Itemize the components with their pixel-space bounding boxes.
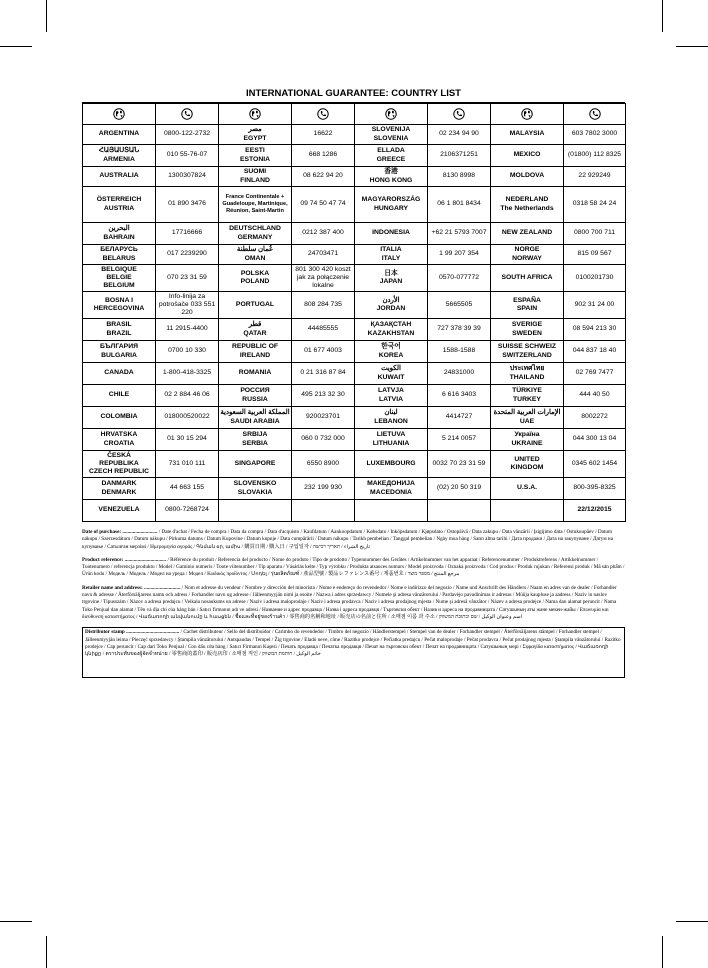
- phone-number: 16622: [292, 125, 355, 145]
- country-name: BELGIQUE BELGIE BELGIUM: [83, 265, 156, 292]
- phone-number: 727 378 39 39: [428, 319, 491, 341]
- phone-number: 0800-122-2732: [156, 125, 219, 145]
- phone-number: 0318 58 24 24: [564, 187, 626, 223]
- phone-number: 668 1286: [292, 145, 355, 167]
- country-name: Україна UKRAINE: [491, 429, 564, 451]
- purchase-note: Date of purchase: ........................... / Date d'achat / Fecha de compra / Data da compra / Data d'acquisto / Kaufdatum / Aankoopdatum / Købsdato / Inköpsdatum / Kjøpsdato / Ostopäivä / Data zakupu / Data vânzării / Įsigijimo data / Ostukuupäev / Datum nákupu / Szerzesdátum / Datum nákupu / Pirkuma datums / Datum Kupovine / Datum kupnje / Data cumpărării / Datum nákupu / Tarikh pembelian / Tanggal pembelian / Ngày mua hàng / Satın alma tarihi / Дата продажи / Дата на закупуване / Датум на купување / Сатылған мерзімі / Ημερομηνία αγοράς / Գնման օր, ամիս / 購買日期 / 購入日 / 구입일자 / تاريخ الشراء / תאריך רכישה: [82, 529, 613, 550]
- phone-number: 0345 602 1454: [564, 451, 626, 478]
- phone-number: 44485555: [292, 319, 355, 341]
- country-name: DEUTSCHLAND GERMANY: [219, 223, 292, 245]
- country-name: AUSTRALIA: [83, 167, 156, 187]
- country-name: قطر QATAR: [219, 319, 292, 341]
- phone-icon: [428, 104, 491, 125]
- country-name: MEXICO: [491, 145, 564, 167]
- phone-number: 060 0 732 000: [292, 429, 355, 451]
- country-name: France Continentale + Guadeloupe, Martinique, Réunion, Saint-Martin: [219, 187, 292, 223]
- phone-number: 02 234 94 90: [428, 125, 491, 145]
- phone-number: 01 30 15 294: [156, 429, 219, 451]
- table-row: [83, 478, 626, 500]
- phone-number: 01 890 3476: [156, 187, 219, 223]
- globe-icon: [355, 104, 428, 125]
- phone-number: 0800-7268724: [156, 500, 219, 522]
- table-row: [83, 363, 626, 385]
- phone-number: 801 300 420 koszt jak za połączenie lokalne: [292, 265, 355, 292]
- country-name: SINGAPORE: [219, 451, 292, 478]
- phone-number: 0032 70 23 31 59: [428, 451, 491, 478]
- country-name: SVERIGE SWEDEN: [491, 319, 564, 341]
- country-name: ROMANIA: [219, 363, 292, 385]
- country-name: БЪЛГАРИЯ BULGARIA: [83, 341, 156, 363]
- table-row: [83, 292, 626, 319]
- phone-number: 06 1 801 8434: [428, 187, 491, 223]
- phone-number: 01 677 4003: [292, 341, 355, 363]
- phone-number: 1-800-418-3325: [156, 363, 219, 385]
- distributor-stamp-box: Distributor stamp ......................................... / Cachet distributeur / Sello del distribuidor / Carimbo do revendedor / Timbro del negozio / Händlerstempel / Stempel van de dealer / Forhandler stempel / Återförsäljarens stämpel / Forhandler stempel / Jälleenmyyjän leima / Pieczęć sprzedawcy / Ştampila vânzătorului / Antspaudas / Tempel / Žig trgovine / Eladó neve, címe / Razítko prodejce / Pečiatka predajcu / Pečat maloprodaje / Pečat prodavca / Pečat prodajnog mjesta / Ştampila vânzătorului / Razítko prodejce / Cap peruncit / Cap dari Toko Penjual / Con dấu cửa hàng / Satıcı Firmanın Kaşesi / Печать продавца / Печатка продавця / Печат на търговски обект / Печат на продавницата / Сатушының мөрі / Σφραγίδα καταστήματος / Վաճառողի կնիքը / ตราประทับของผู้จัดจำหน่าย / 零售商的蓋印 / 販売店印 / 소매점 직인 / خاتم الوكيل / חותמת המשווק: [82, 627, 625, 678]
- country-name: ҚАЗАҚСТАН KAZAKHSTAN: [355, 319, 428, 341]
- table-row: [83, 451, 626, 478]
- country-name: 香港 HONG KONG: [355, 167, 428, 187]
- phone-number: 070 23 31 59: [156, 265, 219, 292]
- phone-number: 02 2 884 46 06: [156, 385, 219, 407]
- phone-number: 495 213 32 30: [292, 385, 355, 407]
- country-name: SUISSE SCHWEIZ SWITZERLAND: [491, 341, 564, 363]
- phone-number: 22/12/2015: [564, 500, 626, 522]
- country-name: الأردن JORDAN: [355, 292, 428, 319]
- table-row: [83, 125, 626, 145]
- phone-number: 044 300 13 04: [564, 429, 626, 451]
- phone-number: 902 31 24 00: [564, 292, 626, 319]
- country-name: LIETUVA LITHUANIA: [355, 429, 428, 451]
- country-name: SLOVENSKO SLOVAKIA: [219, 478, 292, 500]
- phone-number: 0570-077772: [428, 265, 491, 292]
- country-name: UNITED KINGDOM: [491, 451, 564, 478]
- phone-number: 444 40 50: [564, 385, 626, 407]
- phone-number: 731 010 111: [156, 451, 219, 478]
- country-name: ELLADA GREECE: [355, 145, 428, 167]
- country-name: CHILE: [83, 385, 156, 407]
- country-name: VENEZUELA: [83, 500, 156, 522]
- country-name: COLOMBIA: [83, 407, 156, 429]
- crop-mark: [46, 936, 47, 968]
- phone-number: Info-linija za potrošače 033 551 220: [156, 292, 219, 319]
- country-name: SUOMI FINLAND: [219, 167, 292, 187]
- country-name: CANADA: [83, 363, 156, 385]
- country-name: МАКЕДОНИЈА MACEDONIA: [355, 478, 428, 500]
- phone-number: 5 214 0057: [428, 429, 491, 451]
- country-name: ITALIA ITALY: [355, 245, 428, 265]
- table-row: [83, 223, 626, 245]
- country-name: 日本 JAPAN: [355, 265, 428, 292]
- phone-number: 17716666: [156, 223, 219, 245]
- phone-number: 8130 8998: [428, 167, 491, 187]
- country-name: MAGYARORSZÁG HUNGARY: [355, 187, 428, 223]
- crop-mark: [662, 0, 663, 32]
- phone-number: 22 929249: [564, 167, 626, 187]
- phone-icon: [564, 104, 626, 125]
- guarantee-document: [82, 86, 625, 678]
- country-name: ČESKÁ REPUBLIKA CZECH REPUBLIC: [83, 451, 156, 478]
- country-name: MOLDOVA: [491, 167, 564, 187]
- phone-number: 09 74 50 47 74: [292, 187, 355, 223]
- phone-number: [292, 500, 355, 522]
- globe-icon: [219, 104, 292, 125]
- crop-mark: [46, 0, 47, 32]
- phone-number: 08 622 94 20: [292, 167, 355, 187]
- crop-mark: [676, 921, 708, 922]
- country-name: TÜRKIYE TURKEY: [491, 385, 564, 407]
- country-name: NEDERLAND The Netherlands: [491, 187, 564, 223]
- country-name: HRVATSKA CROATIA: [83, 429, 156, 451]
- country-name: [219, 500, 292, 522]
- country-name: SRBIJA SERBIA: [219, 429, 292, 451]
- country-name: [355, 500, 428, 522]
- table-row: [83, 500, 626, 522]
- country-name: SLOVENIJA SLOVENIA: [355, 125, 428, 145]
- country-name: POLSKA POLAND: [219, 265, 292, 292]
- phone-number: 0 21 316 87 84: [292, 363, 355, 385]
- phone-number: 1 99 207 354: [428, 245, 491, 265]
- phone-number: 815 09 567: [564, 245, 626, 265]
- country-name: 한국어 KOREA: [355, 341, 428, 363]
- page-title: INTERNATIONAL GUARANTEE: COUNTRY LIST: [82, 86, 625, 103]
- country-name: MALAYSIA: [491, 125, 564, 145]
- country-name: EESTI ESTONIA: [219, 145, 292, 167]
- country-name: المملكة العربية السعودية SAUDI ARABIA: [219, 407, 292, 429]
- table-row: [83, 429, 626, 451]
- phone-number: 44 663 155: [156, 478, 219, 500]
- country-name: NORGE NORWAY: [491, 245, 564, 265]
- phone-number: 0100201730: [564, 265, 626, 292]
- phone-number: 232 199 930: [292, 478, 355, 500]
- crop-mark: [0, 921, 32, 922]
- phone-number: 8002272: [564, 407, 626, 429]
- phone-number: 018000520022: [156, 407, 219, 429]
- country-name: ÖSTERREICH AUSTRIA: [83, 187, 156, 223]
- crop-mark: [676, 46, 708, 47]
- phone-number: 920023701: [292, 407, 355, 429]
- table-row: [83, 385, 626, 407]
- phone-number: 6550 8900: [292, 451, 355, 478]
- country-name: SOUTH AFRICA: [491, 265, 564, 292]
- phone-number: 02 769 7477: [564, 363, 626, 385]
- phone-number: (02) 20 50 319: [428, 478, 491, 500]
- country-name: INDONESIA: [355, 223, 428, 245]
- country-name: LUXEMBOURG: [355, 451, 428, 478]
- phone-number: 1300307824: [156, 167, 219, 187]
- phone-number: 24831000: [428, 363, 491, 385]
- phone-icon: [292, 104, 355, 125]
- table-row: [83, 265, 626, 292]
- country-name: DANMARK DENMARK: [83, 478, 156, 500]
- reference-note: Product reference: ................................ / Référence du produit / Referencia del producto / Nome do produto / Tipo de prodotto / Typennummer des Gerätes / Artikelnummer van het apparaat / Referencenummer / Produktreferens / Artikkelnummer / Tuotenumero / referencja produktu / Model / Gaminio numeris / Toote viitenumber / Típ aparatu / Vásárlás kelte / Typ výrobku / Produkta atsauces numurs / Model proizvoda / Oznaka proizvoda / Cod produs / Produk rujukan / Referensi produk / Mã sản phẩm / Ürün kodu / Модель / Модель / Модел на уреда / Модел / Κωδικός προϊόντος / Մոդել / รุ่นผลิตภัณฑ์ / 產品型號 / 製品レファレンス番号 / 제품번호 / مرجع المنتج / מספר מוצר: [82, 556, 625, 578]
- country-name: الإمارات العربية المتحدة UAE: [491, 407, 564, 429]
- phone-number: 800-395-8325: [564, 478, 626, 500]
- phone-number: 017 2239290: [156, 245, 219, 265]
- country-name: BRASIL BRAZIL: [83, 319, 156, 341]
- country-name: الكويت KUWAIT: [355, 363, 428, 385]
- country-name: ESPAÑA SPAIN: [491, 292, 564, 319]
- phone-number: 0700 10 330: [156, 341, 219, 363]
- phone-number: 11 2915-4400: [156, 319, 219, 341]
- phone-number: 08 594 213 30: [564, 319, 626, 341]
- table-row: [83, 407, 626, 429]
- country-name: РОССИЯ RUSSIA: [219, 385, 292, 407]
- guarantee-notes: [82, 529, 625, 678]
- country-name: NEW ZEALAND: [491, 223, 564, 245]
- country-name: LATVJA LATVIA: [355, 385, 428, 407]
- table-row: [83, 145, 626, 167]
- table-row: [83, 319, 626, 341]
- country-name: [491, 500, 564, 522]
- country-name: REPUBLIC OF IRELAND: [219, 341, 292, 363]
- phone-icon: [156, 104, 219, 125]
- country-name: البحرين BAHRAIN: [83, 223, 156, 245]
- phone-number: [428, 500, 491, 522]
- crop-mark: [0, 46, 32, 47]
- phone-number: 0212 387 400: [292, 223, 355, 245]
- country-name: مصر EGYPT: [219, 125, 292, 145]
- table-row: [83, 187, 626, 223]
- phone-number: 044 837 18 40: [564, 341, 626, 363]
- table-row: [83, 245, 626, 265]
- phone-number: 2106371251: [428, 145, 491, 167]
- country-name: لبنان LEBANON: [355, 407, 428, 429]
- country-name: ARGENTINA: [83, 125, 156, 145]
- globe-icon: [83, 104, 156, 125]
- table-row: [83, 167, 626, 187]
- icon-header-row: [83, 104, 626, 125]
- country-name: U.S.A.: [491, 478, 564, 500]
- crop-mark: [662, 936, 663, 968]
- phone-number: 603 7802 3000: [564, 125, 626, 145]
- phone-number: 24703471: [292, 245, 355, 265]
- phone-number: +62 21 5793 7007: [428, 223, 491, 245]
- country-table: [82, 103, 626, 522]
- table-row: [83, 341, 626, 363]
- phone-number: 808 284 735: [292, 292, 355, 319]
- phone-number: 4414727: [428, 407, 491, 429]
- phone-number: (01800) 112 8325: [564, 145, 626, 167]
- country-name: ՀԱՅԱՍՏԱՆ ARMENIA: [83, 145, 156, 167]
- phone-number: 010 55-76-07: [156, 145, 219, 167]
- country-name: БЕЛАРУСЬ BELARUS: [83, 245, 156, 265]
- phone-number: 5665505: [428, 292, 491, 319]
- globe-icon: [491, 104, 564, 125]
- country-name: عُمان سلطنة OMAN: [219, 245, 292, 265]
- phone-number: 0800 700 711: [564, 223, 626, 245]
- country-name: PORTUGAL: [219, 292, 292, 319]
- country-name: ประเทศไทย THAILAND: [491, 363, 564, 385]
- phone-number: 6 616 3403: [428, 385, 491, 407]
- retailer-note: Retailer name and address: ............................ / Nom et adresse du vendeur / Nombre y dirección del minorista / Nome e endereço do revendedor / Nome e indirizzo del negozio / Name und Anschrift des Händlers / Naam en adres van de dealer / Forhandler navn & adresse / Återförsäljarens namn och adress / Forhandler navn og adresse / Jälleenmyyjän nimi ja osoite / Nazwa i adres sprzedawcy / Numele şi adresa vânzătorului / Pardavėjo pavadinimas ir adresas / Müüja kaupluse ja aadress / Naziv in naslov trgovine / Típusszám / Názov a adresa predajcu / Veikala nosaukums un adrese / Naziv i adresa maloprodaje / Naziv i adresa prodavca / Naziv i adresa prodajnog mjesta / Nume şi adresă vânzător / Název a adresa prodejce / Nama dan alamat peruncit / Nama Toko Penjual dan alamat / Tên và địa chỉ của hàng bán / Satıcı firmanın adı ve adresi / Название и адрес продавца / Назва і адреса продавця / Търговски обект / Назив и адреса на продавницата / Сатушының аты және мекен-жайы / Επωνυμία και διεύθυνση καταστήματος / Վաճառողի անվանումը և հասցեն / ชื่อและที่อยู่ของร้านค้า / 零售商的名稱和地址 / 販売店の名前と住所 / 소매점 이름 과 주소 / اسم وعنوان الوكيل / שם וכתובת המשווק: [82, 584, 617, 620]
- phone-number: 1588-1588: [428, 341, 491, 363]
- country-name: BOSNA I HERCEGOVINA: [83, 292, 156, 319]
